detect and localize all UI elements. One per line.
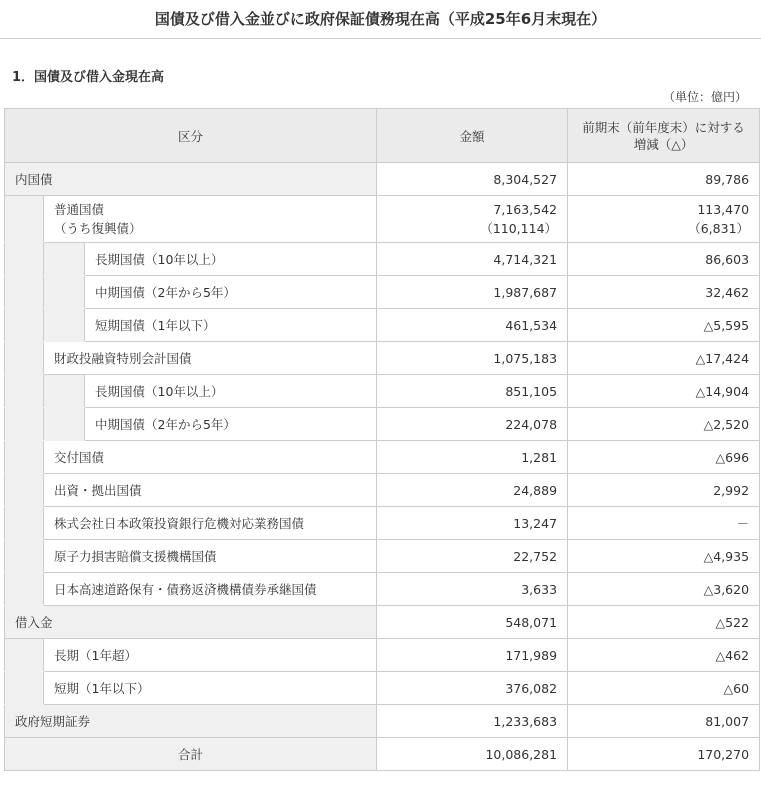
row-change-sub: （6,831） [688,221,750,236]
row-amount: 1,075,183 [377,342,568,375]
row-label: 出資・拠出国債 [44,474,377,507]
row-amount [377,196,568,243]
row-amount: 1,233,683 [377,705,568,738]
row-amount: 171,989 [377,639,568,672]
row-amount: 13,247 [377,507,568,540]
row-change: △522 [568,606,760,639]
row-label: 短期国債（1年以下） [85,309,377,342]
row-label: 長期国債（10年以上） [85,243,377,276]
table-row [5,705,760,738]
row-change-main: 113,470 [697,202,750,217]
row-label: 交付国債 [44,441,377,474]
row-amount: 8,304,527 [377,163,568,196]
table-row [5,573,760,606]
row-label: 長期国債（10年以上） [85,375,377,408]
table-row [5,196,760,243]
total-amount: 10,086,281 [377,738,568,771]
row-amount: 1,281 [377,441,568,474]
row-amount: 376,082 [377,672,568,705]
row-amount: 224,078 [377,408,568,441]
header-change-line2: 増減（△） [633,136,694,152]
total-change: 170,270 [568,738,760,771]
row-change: △462 [568,639,760,672]
row-change: △2,520 [568,408,760,441]
row-amount-main: 7,163,542 [493,202,558,217]
page-title: 国債及び借入金並びに政府保証債務現在高（平成25年6月末現在） [154,10,607,28]
row-label: 原子力損害賠償支援機構国債 [44,540,377,573]
row-change: △17,424 [568,342,760,375]
table-row [5,309,760,342]
row-label: 財政投融資特別会計国債 [44,342,377,375]
row-amount: 3,633 [377,573,568,606]
table-row [5,507,760,540]
title-divider [0,38,761,39]
table-row [5,639,760,672]
header-change-line1: 前期末（前年度末）に対する [582,119,745,135]
debt-table [4,108,760,771]
row-label: 内国債 [5,163,377,196]
table-row [5,243,760,276]
table-row [5,606,760,639]
row-change: △3,620 [568,573,760,606]
table-row [5,474,760,507]
row-change: △696 [568,441,760,474]
unit-label: （単位：億円） [662,90,747,104]
header-category: 区分 [5,109,377,163]
row-amount: 851,105 [377,375,568,408]
table-header-row [5,109,760,163]
table-row [5,276,760,309]
row-amount: 1,987,687 [377,276,568,309]
section-title: 1．国債及び借入金現在高 [12,70,165,85]
row-change [568,196,760,243]
row-change: △60 [568,672,760,705]
row-label: 長期（1年超） [44,639,377,672]
row-amount: 461,534 [377,309,568,342]
table-total-row [5,738,760,771]
header-change [568,109,760,163]
row-amount-sub: （110,114） [480,221,558,236]
row-change: △5,595 [568,309,760,342]
table-row [5,163,760,196]
table-row [5,375,760,408]
row-amount: 22,752 [377,540,568,573]
table-row [5,672,760,705]
row-label: 短期（1年以下） [44,672,377,705]
row-change: 2,992 [568,474,760,507]
table-row [5,441,760,474]
row-amount: 4,714,321 [377,243,568,276]
row-label: 中期国債（2年から5年） [85,408,377,441]
row-change: 89,786 [568,163,760,196]
table-row [5,408,760,441]
row-label: 政府短期証券 [5,705,377,738]
row-change: △14,904 [568,375,760,408]
row-change: 81,007 [568,705,760,738]
table-row [5,342,760,375]
row-change: － [568,507,760,540]
table-row [5,540,760,573]
row-amount: 24,889 [377,474,568,507]
row-label-sub: （うち復興債） [54,221,142,236]
row-label: 日本高速道路保有・債務返済機構債券承継国債 [44,573,377,606]
row-label: 中期国債（2年から5年） [85,276,377,309]
total-label: 合計 [5,738,377,771]
header-amount: 金額 [377,109,568,163]
row-label-main: 普通国債 [54,202,105,217]
row-change: 32,462 [568,276,760,309]
row-label: 株式会社日本政策投資銀行危機対応業務国債 [44,507,377,540]
row-change: 86,603 [568,243,760,276]
row-amount: 548,071 [377,606,568,639]
row-change: △4,935 [568,540,760,573]
row-label [44,196,377,243]
row-label: 借入金 [5,606,377,639]
